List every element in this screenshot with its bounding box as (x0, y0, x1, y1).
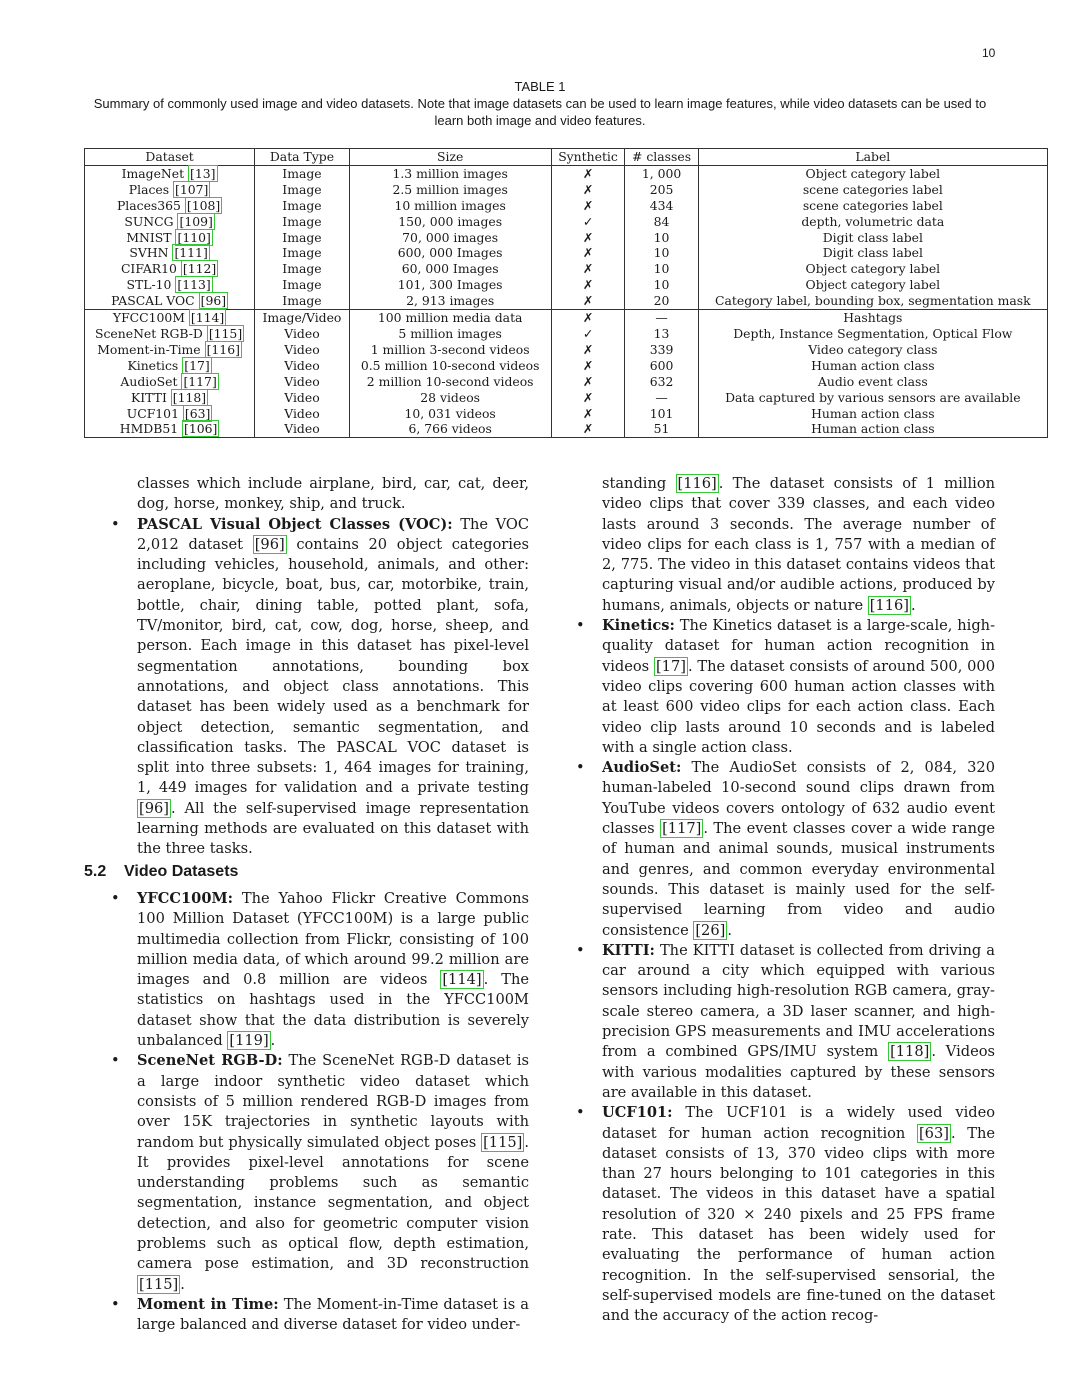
left-column-video (111, 889, 529, 1336)
item-text: . The dataset consists of 1 million video clips that cover 339 classes, and each video lasts around 3 seconds. The average number of video clips for each class is 1, 757 with a median of 2, 775. The video in this dataset contains videos that capturing visual and/or audible actions, produced by humans, animals, objects or nature (602, 475, 995, 614)
bullet-icon: • (111, 890, 120, 907)
size-cell: 100 million media data (349, 310, 551, 326)
synthetic-cell: ✗ (551, 374, 625, 390)
size-cell: 10, 031 videos (349, 406, 551, 422)
bullet-icon: • (111, 1052, 120, 1070)
citation-link[interactable]: 96 (205, 293, 222, 309)
label-cell: Human action class (698, 421, 1047, 437)
table-caption (80, 78, 1000, 129)
label-cell: scene categories label (698, 198, 1047, 214)
dataset-cell (85, 261, 255, 277)
bullet-icon: • (111, 515, 120, 533)
classes-cell: 632 (625, 374, 698, 390)
dataset-cell (85, 198, 255, 214)
table-row (85, 165, 1048, 181)
classes-cell: 13 (625, 326, 698, 342)
dataset-cell (85, 390, 255, 406)
table-row (85, 326, 1048, 342)
data-type-cell: Video (255, 358, 350, 374)
dataset-cell (85, 374, 255, 390)
item-text: . All the self-supervised image representation learning methods are evaluated on this dataset with the three tasks. (137, 799, 529, 858)
classes-cell: 20 (625, 293, 698, 309)
dataset-name: PASCAL VOC (111, 293, 195, 309)
citation-box[interactable]: [13] (190, 165, 216, 181)
citation-box[interactable]: [107] (175, 181, 209, 197)
table-row (85, 293, 1048, 309)
size-cell: 6, 766 videos (349, 421, 551, 437)
item-title: Moment in Time: (137, 1295, 279, 1313)
item-text: . The event classes cover a wide range of human and animal sounds, musical instruments and genres, and common everyday environmental sounds. This dataset is mainly used for the self-supervised learning from video and audio consistence (602, 820, 995, 939)
item-text: . (910, 596, 916, 614)
size-cell: 1 million 3-second videos (349, 342, 551, 358)
dataset-cell (85, 358, 255, 374)
size-cell: 101, 300 Images (349, 277, 551, 293)
item-text: The AudioSet consists of 2, 084, 320 human-labeled 10-second sound clips drawn from YouTube videos covers ontology of 632 audio event classes (602, 759, 995, 838)
size-cell: 150, 000 images (349, 214, 551, 230)
dataset-cell (85, 230, 255, 246)
item-text: . Videos with various modalities captured by these sensors are available in this dataset. (602, 1043, 995, 1101)
item-text: The VOC 2,012 dataset (137, 515, 529, 553)
citation-box[interactable]: [115] (208, 325, 243, 341)
header-data-type: Data Type (255, 149, 350, 166)
dataset-cell (85, 214, 255, 230)
label-cell: depth, volumetric data (698, 214, 1047, 230)
dataset-name: YFCC100M (112, 310, 185, 326)
item-text: . (727, 921, 732, 939)
data-type-cell: Image (255, 261, 350, 277)
item-text: . (270, 1032, 276, 1050)
citation-link[interactable]: [96] (139, 799, 169, 817)
citation-link[interactable]: 108 (191, 197, 216, 213)
citation-link[interactable]: [117] (662, 820, 702, 838)
synthetic-cell: ✗ (551, 182, 625, 198)
table-label: TABLE 1 (514, 79, 566, 94)
synthetic-cell: ✗ (551, 310, 625, 326)
citation-link[interactable]: [96] (254, 535, 285, 553)
classes-cell: 339 (625, 342, 698, 358)
item-text: The UCF101 is a widely used video dataset for human action recognition (602, 1104, 995, 1142)
item-text: . The statistics on hashtags used in the YFCC100M dataset show that the data distribution is severely unbalanced (137, 971, 529, 1050)
classes-cell: 10 (625, 261, 698, 277)
bullet-icon: • (576, 759, 585, 777)
dataset-cell (85, 245, 255, 261)
header-dataset: Dataset (85, 149, 255, 166)
citation-box[interactable]: [108] (186, 197, 221, 213)
cifar-continuation: classes which include airplane, bird, car, cat, deer, dog, horse, monkey, ship, and truck. (137, 475, 529, 513)
classes-cell: 84 (625, 214, 698, 230)
item-text: The KITTI dataset is collected from driving a car around a city which equipped with various sensors including high-resolution RGB camera, gray-scale stereo camera, a 3D laser scanner, and high-precision GPS measurements and IMU accelerations from a combined GPS/IMU system (602, 941, 995, 1061)
item-text: The Yahoo Flickr Creative Commons 100 Million Dataset (YFCC100M) is a large public multimedia collection from Flickr, consisting of 100 million media data, of which around 99.2 million are images and 0.8 million are videos (137, 890, 529, 989)
classes-cell: 51 (625, 421, 698, 437)
bullet-icon: • (111, 1295, 120, 1313)
dataset-name: SVHN (129, 245, 169, 261)
moment-continuation (602, 474, 995, 616)
citation-link[interactable]: 112 (187, 261, 212, 277)
citation-link[interactable]: 17 (189, 357, 205, 373)
citation-link[interactable]: [115] (139, 1275, 179, 1293)
data-type-cell: Image (255, 245, 350, 261)
dataset-name: CIFAR10 (120, 261, 177, 277)
synthetic-cell: ✗ (551, 198, 625, 214)
bullet-icon: • (576, 941, 585, 959)
bullet-icon: • (576, 617, 585, 635)
size-cell: 600, 000 Images (349, 245, 551, 261)
table-row (85, 421, 1048, 437)
citation-link[interactable]: 116 (211, 341, 236, 357)
table-row (85, 230, 1048, 246)
synthetic-cell: ✓ (551, 326, 625, 342)
list-item-moment-in-time (111, 1295, 529, 1336)
page-number: 10 (982, 46, 996, 60)
dataset-cell (85, 310, 255, 326)
dataset-cell (85, 182, 255, 198)
synthetic-cell: ✗ (551, 245, 625, 261)
citation-link[interactable]: [115] (483, 1133, 523, 1151)
synthetic-cell: ✗ (551, 293, 625, 309)
data-type-cell: Image (255, 214, 350, 230)
size-cell: 70, 000 images (349, 230, 551, 246)
table-row (85, 406, 1048, 422)
citation-link[interactable]: [116] (677, 475, 717, 492)
item-title: Kinetics: (602, 617, 675, 635)
list-item-yfcc100m (111, 889, 529, 1051)
item-text: . (180, 1275, 185, 1293)
section-title: Video Datasets (124, 863, 239, 880)
citation-box[interactable]: [96] (200, 293, 227, 309)
table-row (85, 342, 1048, 358)
synthetic-cell: ✗ (551, 230, 625, 246)
header-label: Label (698, 149, 1047, 166)
label-cell: Object category label (698, 277, 1047, 293)
synthetic-cell: ✓ (551, 214, 625, 230)
data-type-cell: Video (255, 390, 350, 406)
citation-link[interactable]: [63] (918, 1124, 949, 1142)
table-row (85, 310, 1048, 326)
dataset-name: Moment-in-Time (97, 341, 201, 357)
classes-cell: 10 (625, 277, 698, 293)
label-cell: Video category class (698, 342, 1047, 358)
table-row (85, 277, 1048, 293)
label-cell: Category label, bounding box, segmentation mask (698, 293, 1047, 309)
classes-cell: — (625, 390, 698, 406)
classes-cell: 10 (625, 245, 698, 261)
citation-box[interactable]: [17] (184, 357, 210, 373)
table-row (85, 182, 1048, 198)
table-row (85, 214, 1048, 230)
citation-link[interactable]: 107 (179, 181, 204, 197)
list-item-audioset (576, 758, 995, 941)
citation-box[interactable]: [113] (177, 277, 211, 293)
data-type-cell: Image (255, 198, 350, 214)
item-title: PASCAL Visual Object Classes (VOC): (137, 515, 453, 533)
citation-box[interactable]: [118] (172, 389, 207, 405)
size-cell: 5 million images (349, 326, 551, 342)
header-synthetic: Synthetic (551, 149, 625, 166)
synthetic-cell: ✗ (551, 277, 625, 293)
dataset-name: Places365 (116, 197, 181, 213)
item-text: . The dataset consists of around 500, 000 video clips covering 600 human action classes with at least 600 video clips for each action class. Each video clip lasts around 10 seconds and is labeled with a single action class. (602, 657, 995, 756)
dataset-name: UCF101 (126, 405, 179, 421)
left-column (111, 474, 529, 860)
synthetic-cell: ✗ (551, 342, 625, 358)
dataset-cell (85, 165, 255, 181)
item-text: contains 20 object categories including vehicles, household, animals, and other: aeroplane, bicycle, boat, bus, car, motorbike, train, bottle, chair, dining table, potted plant, sofa, TV/monitor, bird, cat, cow, dog, horse, sheep, and person. Each image in this dataset has pixel-level segmentation annotations, bounding box annotations, and object class annotations. This dataset has been widely used as a benchmark for object detection, semantic segmentation, and classification tasks. The PASCAL VOC dataset is split into three subsets: 1, 464 images for training, 1, 449 images for validation and a private testing (137, 535, 529, 797)
table-row (85, 198, 1048, 214)
dataset-name: Kinetics (127, 357, 179, 373)
item-title: UCF101: (602, 1104, 673, 1122)
classes-cell: 10 (625, 230, 698, 246)
classes-cell: 205 (625, 182, 698, 198)
table-body (85, 165, 1048, 437)
data-type-cell: Video (255, 326, 350, 342)
dataset-name: STL-10 (126, 277, 172, 293)
size-cell: 2, 913 images (349, 293, 551, 309)
item-text: The SceneNet RGB-D dataset is a large indoor synthetic video dataset which consists of 5 million rendered RGB-D images from over 15K trajectories in synthetic layouts with random but physically simulated object poses (137, 1052, 529, 1151)
citation-link[interactable]: 13 (194, 165, 211, 181)
label-cell: Hashtags (698, 310, 1047, 326)
dataset-name: MNIST (126, 229, 172, 245)
size-cell: 60, 000 Images (349, 261, 551, 277)
citation-box[interactable]: [114] (190, 310, 225, 326)
data-type-cell: Video (255, 342, 350, 358)
synthetic-cell: ✗ (551, 358, 625, 374)
data-type-cell: Video (255, 421, 350, 437)
citation-link[interactable]: [118] (890, 1043, 930, 1061)
citation-box[interactable]: [106] (184, 421, 218, 437)
synthetic-cell: ✗ (551, 261, 625, 277)
citation-box[interactable]: [116] (206, 341, 240, 357)
classes-cell: 600 (625, 358, 698, 374)
item-text: . It provides pixel-level annotations for scene understanding problems such as semantic segmentation, instance segmentation, and object detection, and also for geometric computer vision problems such as optical flow, depth estimation, camera pose estimation, and 3D reconstruction (137, 1133, 529, 1273)
data-type-cell: Image (255, 230, 350, 246)
list-item-voc (111, 515, 529, 860)
citation-box[interactable]: [110] (177, 229, 211, 245)
citation-link[interactable]: 115 (213, 325, 238, 341)
citation-link[interactable]: 113 (182, 277, 206, 293)
dataset-name: KITTI (131, 389, 167, 405)
citation-link[interactable]: [114] (442, 971, 482, 989)
item-text: The Moment-in-Time dataset is a large balanced and diverse dataset for video under- (137, 1295, 529, 1334)
citation-box[interactable]: [63] (184, 405, 211, 421)
label-cell: scene categories label (698, 182, 1047, 198)
citation-link[interactable]: [116] (869, 596, 909, 614)
synthetic-cell: ✗ (551, 406, 625, 422)
table-row (85, 261, 1048, 277)
list-item-kitti (576, 941, 995, 1103)
dataset-cell (85, 293, 255, 309)
item-text: . The dataset consists of 13, 370 video clips with more than 27 hours belonging to 101 categories in this dataset. The videos in this dataset have a spatial resolution of 320 × 240 pixels and 25 FPS frame rate. This dataset has been widely used for evaluating the performance of human action recognition. In the self-supervised sensorial, the self-supervised models are fine-tuned on the dataset and the accuracy of the action recog- (602, 1124, 995, 1325)
item-title: SceneNet RGB-D: (137, 1052, 283, 1070)
size-cell: 2 million 10-second videos (349, 374, 551, 390)
data-type-cell: Video (255, 374, 350, 390)
dataset-name: Places (128, 181, 170, 197)
table-row (85, 390, 1048, 406)
dataset-name: SUNCG (124, 213, 174, 229)
data-type-cell: Image (255, 293, 350, 309)
citation-link[interactable]: 114 (195, 310, 220, 326)
dataset-name: AudioSet (120, 373, 178, 389)
dataset-cell (85, 421, 255, 437)
citation-link[interactable]: 117 (188, 373, 212, 389)
dataset-cell (85, 406, 255, 422)
label-cell: Digit class label (698, 245, 1047, 261)
header-classes: # classes (625, 149, 698, 166)
classes-cell: 101 (625, 406, 698, 422)
list-item-scenenet (111, 1051, 529, 1295)
dataset-name: HMDB51 (119, 421, 179, 437)
citation-box[interactable]: [109] (179, 213, 213, 229)
item-title: AudioSet: (602, 759, 682, 777)
datasets-table (84, 148, 1048, 438)
citation-link[interactable]: 111 (179, 245, 203, 261)
label-cell: Human action class (698, 406, 1047, 422)
label-cell: Object category label (698, 261, 1047, 277)
synthetic-cell: ✗ (551, 421, 625, 437)
citation-link[interactable]: 63 (189, 405, 206, 421)
item-text: standing (602, 475, 676, 492)
list-item-ucf101 (576, 1103, 995, 1326)
citation-box[interactable]: [117] (183, 373, 217, 389)
size-cell: 28 videos (349, 390, 551, 406)
classes-cell: — (625, 310, 698, 326)
dataset-cell (85, 277, 255, 293)
label-cell: Digit class label (698, 230, 1047, 246)
citation-link[interactable]: [17] (655, 657, 686, 675)
citation-link[interactable]: 109 (184, 213, 208, 229)
citation-link[interactable]: 110 (182, 229, 206, 245)
size-cell: 1.3 million images (349, 165, 551, 181)
size-cell: 0.5 million 10-second videos (349, 358, 551, 374)
section-heading (84, 863, 238, 881)
table-header-row (85, 149, 1048, 166)
citation-link[interactable]: [26] (695, 921, 726, 939)
section-number: 5.2 (84, 863, 107, 880)
dataset-name: ImageNet (121, 165, 185, 181)
dataset-cell (85, 342, 255, 358)
size-cell: 10 million images (349, 198, 551, 214)
item-title: YFCC100M: (137, 890, 234, 907)
right-column (576, 474, 995, 1326)
data-type-cell: Image/Video (255, 310, 350, 326)
item-title: KITTI: (602, 941, 655, 959)
classes-cell: 1, 000 (625, 165, 698, 181)
citation-box[interactable]: [111] (174, 245, 208, 261)
table-row (85, 358, 1048, 374)
data-type-cell: Video (255, 406, 350, 422)
header-size: Size (349, 149, 551, 166)
item-text: The Kinetics dataset is a large-scale, high-quality dataset for human action recognition in videos (602, 617, 995, 675)
citation-box[interactable]: [112] (182, 261, 217, 277)
label-cell: Depth, Instance Segmentation, Optical Flow (698, 326, 1047, 342)
synthetic-cell: ✗ (551, 165, 625, 181)
data-type-cell: Image (255, 182, 350, 198)
classes-cell: 434 (625, 198, 698, 214)
dataset-cell (85, 326, 255, 342)
data-type-cell: Image (255, 165, 350, 181)
citation-link[interactable]: [119] (229, 1032, 269, 1050)
synthetic-cell: ✗ (551, 390, 625, 406)
table-row (85, 374, 1048, 390)
label-cell: Data captured by various sensors are available (698, 390, 1047, 406)
citation-link[interactable]: 106 (188, 421, 213, 437)
size-cell: 2.5 million images (349, 182, 551, 198)
list-item-kinetics (576, 616, 995, 758)
bullet-icon: • (576, 1104, 585, 1122)
label-cell: Object category label (698, 165, 1047, 181)
label-cell: Audio event class (698, 374, 1047, 390)
label-cell: Human action class (698, 358, 1047, 374)
dataset-name: SceneNet RGB-D (95, 325, 203, 341)
citation-link[interactable]: 118 (177, 389, 202, 405)
table-row (85, 245, 1048, 261)
data-type-cell: Image (255, 277, 350, 293)
table-caption-text: Summary of commonly used image and video datasets. Note that image datasets can be used to learn image features, while video datasets can be used to learn both image and video features. (93, 96, 987, 128)
